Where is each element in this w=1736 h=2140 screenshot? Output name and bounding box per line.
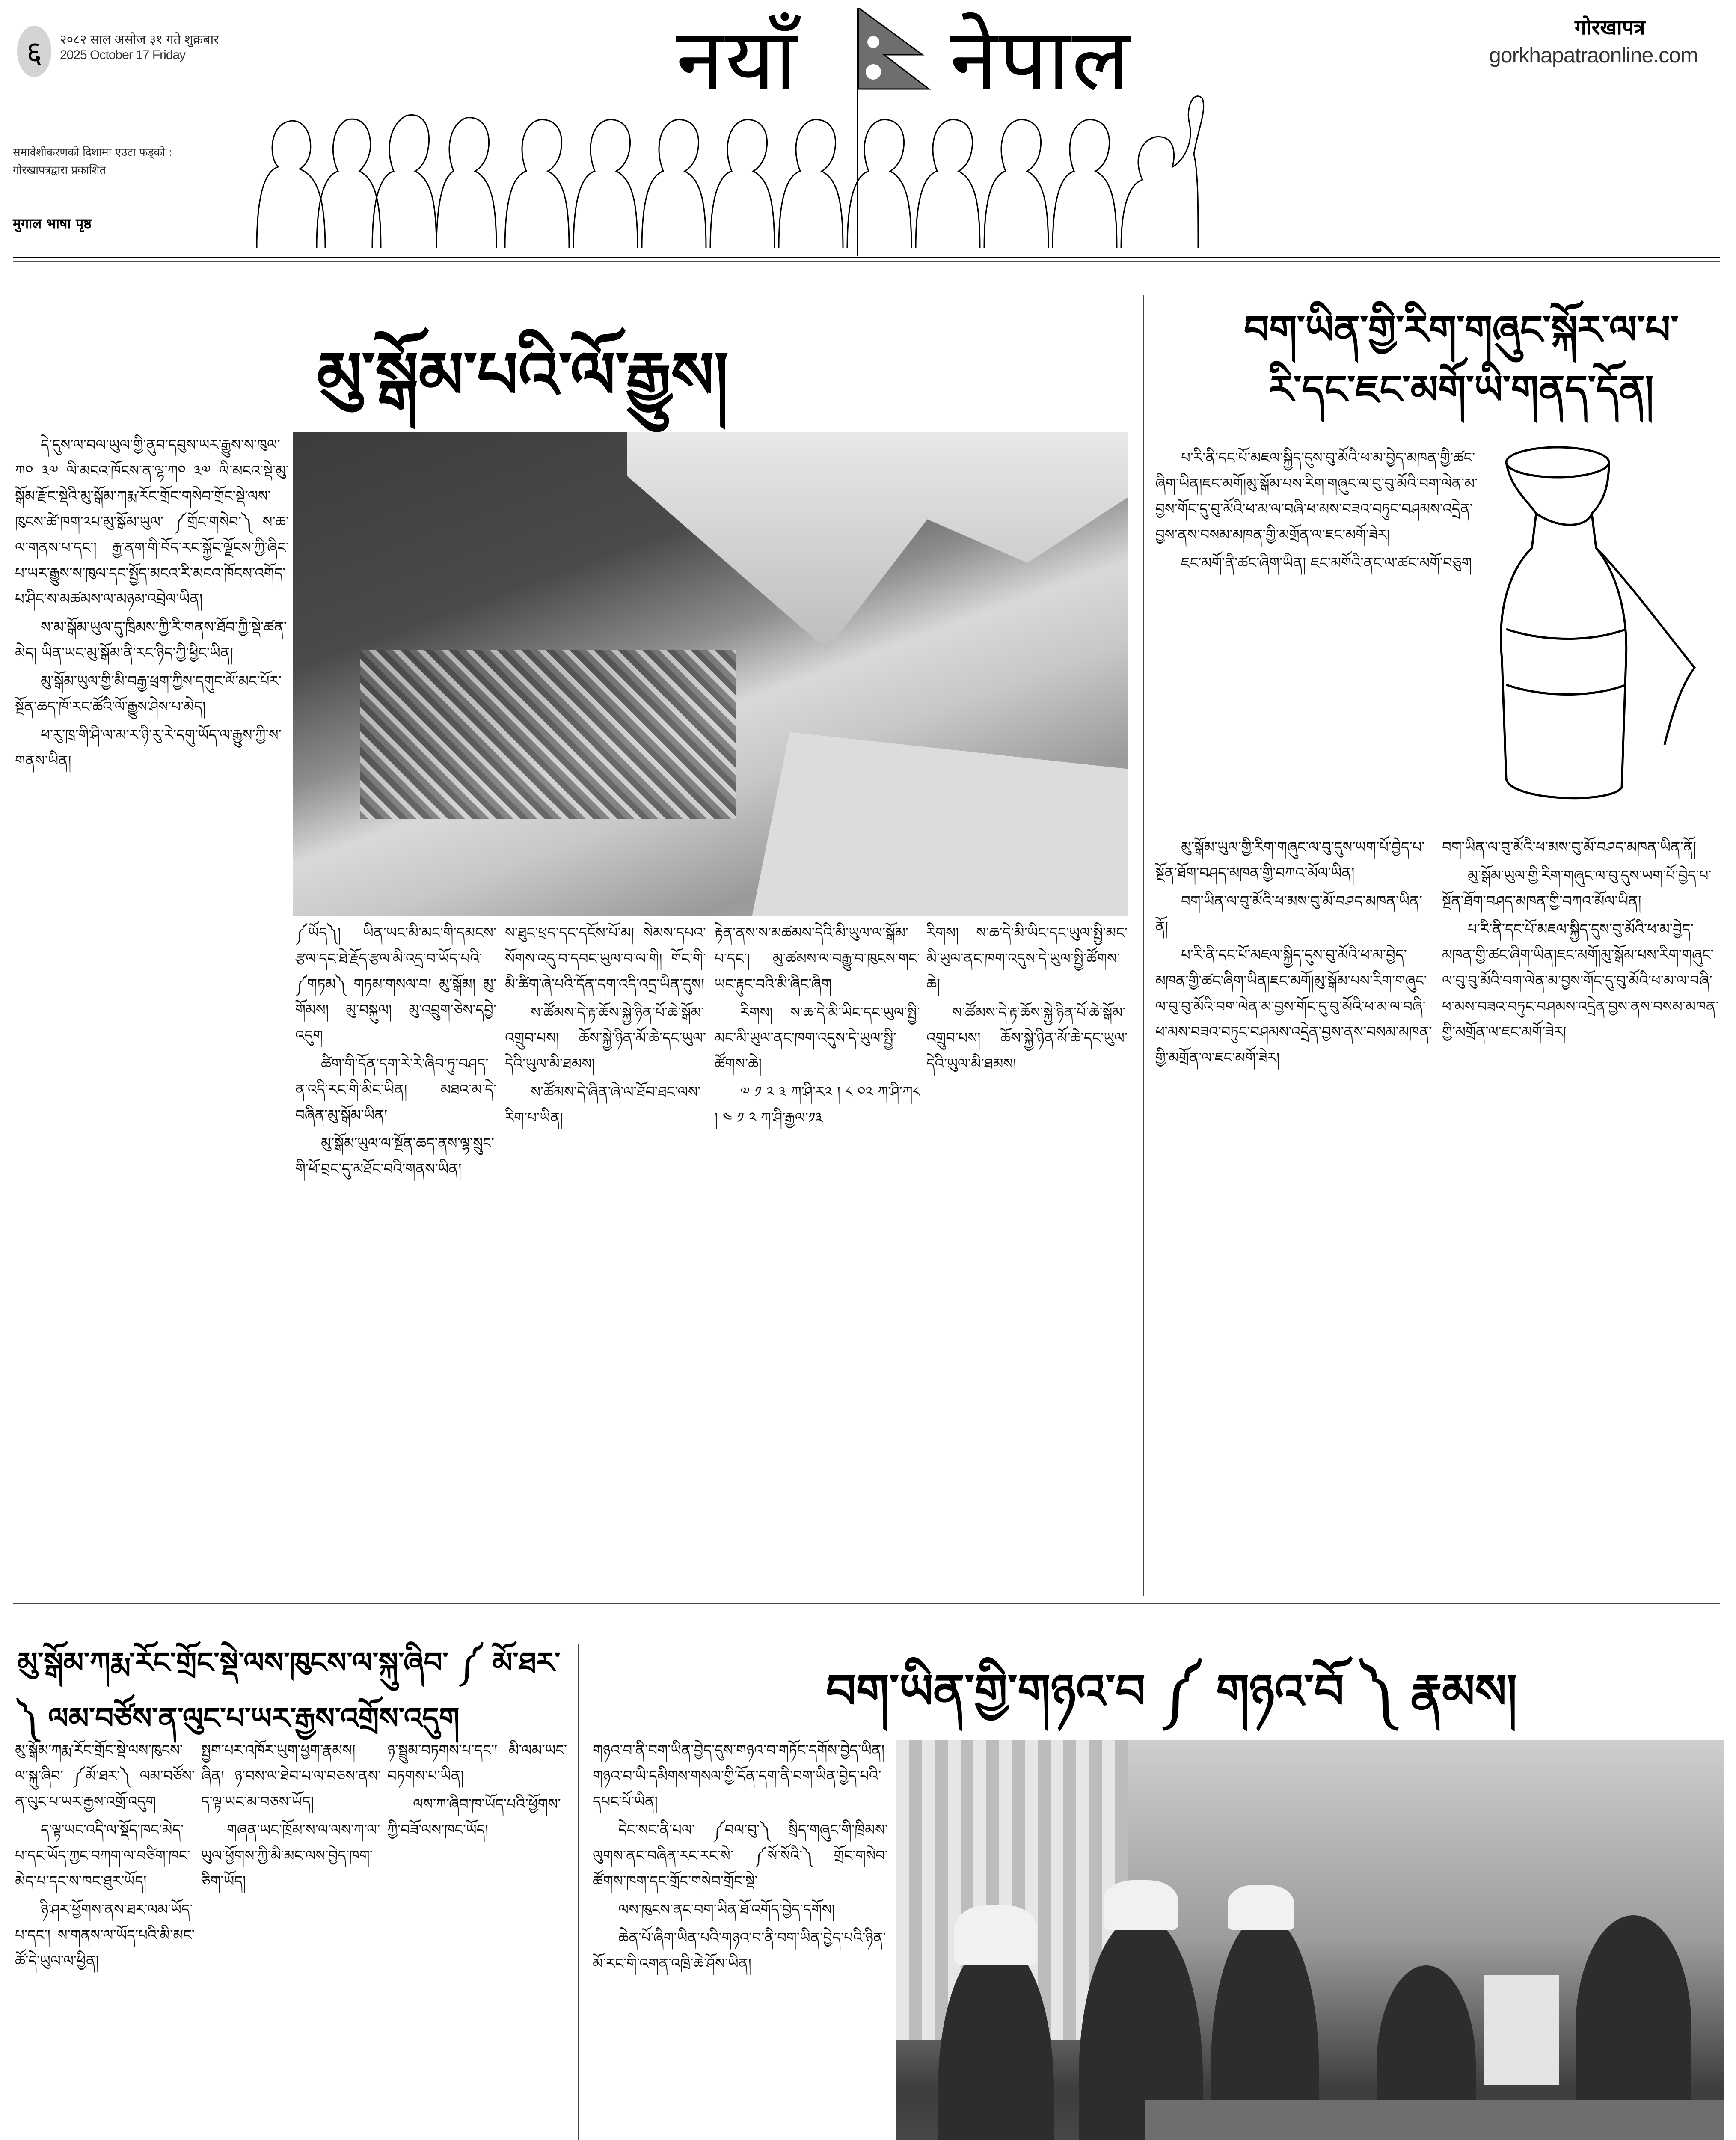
paragraph: ༼ཡོད༽། ཡིན་ཡང་མི་མང་གི་དམངས་རྩལ་དང་ཐེ་རྗོད་རྩལ་མི་འདྲ་བ་ཡོད་པའི་༼གཏམ༽ གཏམ་གསལ་བ། མུ་སྒོམ། མུ་གོམས། མུ་བསྐུལ། མུ་འབྲུག་ཅེས་དབྱེ་འདུག xyxy=(295,924,496,1044)
right-headline-line-2: རི་དང་ཇང་མགོ་ཡི་གནད་དོན། xyxy=(1269,366,1654,413)
paragraph: ཆེན་པོ་ཞིག་ཡིན་པའི་གཉའ་བ་ནི་བག་ཡིན་བྱེད་པའི་ཉིན་མོ་རང་གི་འགན་འཁྲི་ཆེ་ཤོས་ཡིན། xyxy=(593,1929,886,1972)
page-number-badge xyxy=(17,26,51,77)
paragraph: མུ་སྒོམ་ཡུལ་ལ་སྔོན་ཆད་ནས་ལྷ་སྲུང་གི་ཕོ་བྲང་དུ་མཐོང་བའི་གནས་ཡིན། xyxy=(295,1135,494,1178)
right-headline-line-1: བག་ཡིན་གྱི་རིག་གཞུང་སྐོར་ལ་པ་ xyxy=(1243,306,1679,353)
main-article-column-3 xyxy=(505,920,706,1588)
paragraph: པ་རི་ནི་དང་པོ་མཇལ་སྐྱིད་དུས་བུ་མོའི་ཕ་མ་བྱེད་མཁན་གྱི་ཚང་ཞིག་ཡིན།ཇང་མགོ།མུ་སྒོམ་པས་རིག་གཞུང་ལ་བུ་བུ་མོའི་བག་ལེན་མ་བྱས་གོང་དུ་བུ་མོའི་ཕ་མ་ལ་བཞི་ཕ་མས་བཟའ་བཏུང་བཤམས་འདྲེན་བྱས་ནས་བསམ་མཁན་གྱི་མགྲོན་ལ་ཇང་མགོ་ཟེར། xyxy=(1155,947,1432,1067)
masthead-rule-top xyxy=(13,257,1720,258)
paragraph: དེ་དུས་ལ་བལ་ཡུལ་གྱི་ནུབ་དབུས་ཡར་རྒྱུས་ས་ཁུལ་ཀ༠ ༣༧ ལི་མངའ་ཁོངས་ན་ལྷ་ཀ༠ ༣༧ ལི་མངའ་སྡེ་མུ་སྒོམ་རྫོང་སྡེའི་མུ་སྒོམ་ཀརྨ་རོང་གྲོང་གསེབ་གྲོང་སྡེ་ལས་ཁུངས་ཚེ་ཁག་༢པ་མུ་སྒོམ་ཡུལ་ ༼གྲོང་གསེབ་༽ ས་ཆ་ལ་གནས་པ་དང་། རྒྱ་ནག་གི་བོད་རང་སྐྱོང་ལྗོངས་ཀྱི་ཞིང་པ་ཡར་རྒྱུས་ས་ཁུལ་དང་སྤྱོད་མངའ་རི་མངའ་ཁོངས་འགོད་པ་ཤིང་ས་མཚམས་ལ་མཉམ་འབྲེལ་ཡིན། xyxy=(15,437,289,608)
date-nepali: २०८२ साल असोज ३१ गते शुक्रबार xyxy=(60,33,219,47)
paragraph: ས་ཚོམས་དེ་རྟ་ཆོས་སྐྱེ་ཉིན་པོ་ཆེ་སྒོམ་འགྲུབ་པས། ཆོས་སྐྱེ་ཉིན་མོ་ཆེ་དང་ཡུལ་དེའི་ཡུལ་མི་ཐམས། xyxy=(505,1004,706,1073)
paragraph: སྤྱག་པར་འཁོར་ཡུག་ཕྱག་རྣམས། ཞིན། ཉ་བས་ལ་ཐེབ་པ་ལ་བཅས་ནས་ད་ལྟ་ཡང་མ་བཅས་ཡོད། xyxy=(201,1742,381,1810)
people-lineart-illustration xyxy=(240,86,1224,248)
paragraph: རིགས། ས་ཆ་དེ་མི་ཡིང་དང་ཡུལ་སྤྱི་མང་མི་ཡུལ་ནང་ཁག་འདུས་དེ་ཡུལ་སྤྱི་ཚོགས་ཆེ། xyxy=(715,1004,920,1073)
paragraph: ས་ཚོམས་དེ་རྟ་ཆོས་སྐྱེ་ཉིན་པོ་ཆེ་སྒོམ་འགྲུབ་པས། ཆོས་སྐྱེ་ཉིན་མོ་ཆེ་དང་ཡུལ་དེའི་ཡུལ་མི་ཐམས། xyxy=(926,1004,1128,1073)
paragraph: མུ་སྒོམ་ཀརྨ་རོང་གྲོང་སྡེ་ལས་ཁུངས་ལ་སྐུ་ཞིབ་ ༼མོ་ཐར་༽ ལམ་བཙོས་ན་ལུང་པ་ཡར་རྒྱས་འགྲོ་འདུག xyxy=(15,1742,195,1810)
paragraph: ས་མ་སྒོམ་ཡུལ་དུ་ཁྲིམས་ཀྱི་རི་གནས་ཐོབ་ཀྱི་སྡེ་ཚན་མེད། ཡིན་ཡང་མུ་སྒོམ་ནི་རང་ཉིད་ཀྱི་ཕྱིང་ཡིན། xyxy=(15,619,287,662)
right-article-column-1-upper xyxy=(1155,445,1481,830)
paragraph: ལས་ཀ་ཞིབ་ཁ་ཡོད་པའི་ཕྱོགས་ཀྱི་བཟོ་ལས་ཁང་ཡོད། xyxy=(387,1796,561,1839)
section-label: मुगाल भाषा पृष्ठ xyxy=(13,215,92,232)
bottom-left-column-2 xyxy=(201,1738,381,2140)
date-english: 2025 October 17 Friday xyxy=(60,48,186,62)
masthead-title-right: नेपाल xyxy=(950,10,1132,110)
paragraph: ཉི་ཤར་ཕྱོགས་ནས་ཐར་ལམ་ཡོད་པ་དང་། ས་གནས་ལ་ཡོད་པའི་མི་མང་ཚོ་དེ་ཡུལ་ལ་ཕྱིན། xyxy=(15,1901,195,1970)
paragraph: ཇང་མགོ་ནི་ཚང་ཞིག་ཡིན། ཇང་མགོའི་ནང་ལ་ཚང་མགོ་བཅུག xyxy=(1181,555,1472,572)
main-article-headline[interactable]: མུ་སྒོམ་པའི་ལོ་རྒྱུས། xyxy=(317,338,729,413)
brand-url-link[interactable]: gorkhapatraonline.com xyxy=(1489,43,1698,67)
jangmgo-vessel-sketch xyxy=(1481,445,1729,813)
tagline xyxy=(13,143,252,179)
paragraph: ཉ་སྦྲུམ་བཏགས་པ་དང་། མི་ལམ་ཡང་བཏགས་པ་ཡིན། xyxy=(387,1742,567,1785)
paragraph: པ་རི་ནི་དང་པོ་མཇལ་སྐྱིད་དུས་བུ་མོའི་ཕ་མ་བྱེད་མཁན་གྱི་ཚང་ཞིག་ཡིན།ཇང་མགོ།མུ་སྒོམ་པས་རིག་གཞུང་ལ་བུ་བུ་མོའི་བག་ལེན་མ་བྱས་གོང་དུ་བུ་མོའི་ཕ་མ་ལ་བཞི་ཕ་མས་བཟའ་བཏུང་བཤམས་འདྲེན་བྱས་ནས་བསམ་མཁན་གྱི་མགྲོན་ལ་ཇང་མགོ་ཟེར། xyxy=(1442,921,1719,1041)
paragraph: གཉའ་བ་ནི་བག་ཡིན་བྱེད་དུས་གཉའ་བ་གཏོང་དགོས་བྱེད་ཡིན།གཉའ་བ་ཡི་དམིགས་གསལ་གྱི་དོན་དག་ནི་བག་ཡིན་བྱེད་པའི་དཔང་པོ་ཡིན། xyxy=(593,1742,885,1810)
paragraph: རྟེན་ནས་ས་མཚམས་དེའི་མི་ཡུལ་ལ་སྒོམ་པ་དང་། མུ་ཚམས་ལ་བརྒྱུ་བ་ཁུངས་གང་ཡང་རྟུང་བའི་མི་ཞིང་ཞིག xyxy=(715,924,920,993)
paragraph: ད་ལྟ་ཡང་འདི་ལ་སྡོད་ཁང་མེད་པ་དང་ཡོད་ཀྱང་བཀག་ལ་བཙིག་ཁང་མེད་པ་དང་ས་ཁང་ཐུར་ཡོད། xyxy=(15,1822,190,1890)
masthead-title-left: नयाँ xyxy=(676,10,799,110)
paragraph: བག་ཡིན་ལ་བུ་མོའི་ཕ་མས་བུ་མོ་བཤད་མཁན་ཡིན་ནོ། xyxy=(1155,893,1422,936)
main-article-column-4 xyxy=(715,920,920,1588)
page-number: ६ xyxy=(26,34,42,70)
paragraph: པ་རི་ནི་དང་པོ་མཇལ་སྐྱིད་དུས་བུ་མོའི་ཕ་མ་བྱེད་མཁན་གྱི་ཚང་ཞིག་ཡིན།ཇང་མགོ།མུ་སྒོམ་པས་རིག་གཞུང་ལ་བུ་བུ་མོའི་བག་ལེན་མ་བྱས་གོང་དུ་བུ་མོའི་ཕ་མ་ལ་བཞི་ཕ་མས་བཟའ་བཏུང་བཤམས་འདྲེན་བྱས་ནས་བསམ་མཁན་གྱི་མགྲོན་ལ་ཇང་མགོ་ཟེར། xyxy=(1155,449,1478,544)
tagline-line-2: गोरखापत्रद्वारा प्रकाशित xyxy=(13,164,106,177)
paragraph: རིགས། ས་ཆ་དེ་མི་ཡིང་དང་ཡུལ་སྤྱི་མང་མི་ཡུལ་ནང་ཁག་འདུས་དེ་ཡུལ་སྤྱི་ཚོགས་ཆེ། xyxy=(926,924,1128,993)
photo-village xyxy=(360,650,736,820)
main-article-column-2 xyxy=(295,920,496,1588)
photo-river xyxy=(752,732,1128,916)
paragraph: ༧ ༡ ༢ ༣ ཀ་ཤི་ར༢ ། ༨ ༠༢ ཀ་ཤི་ཀ༨ ། ༤ ༡ ༢ ཀ་ཤི་རྒྱལ་༡༣ xyxy=(715,1084,920,1126)
paragraph: ཚིག་གི་དོན་དག་རེ་རེ་ཞིབ་ཏུ་བཤད་ན་འདི་རང་གི་མིང་ཡིན། མཐའ་མ་དེ་བཞིན་མུ་སྒོམ་ཡིན། xyxy=(295,1055,496,1124)
photo-hat xyxy=(1104,1880,1178,1930)
right-article-headline[interactable] xyxy=(1190,300,1733,419)
column-divider-top xyxy=(1143,295,1144,1596)
paragraph: ས་ཐུང་ཕྲད་དང་དངོས་པོ་མ། སེམས་དཔའ་སོགས་འདུ་བ་དབང་ཡུལ་བ་ལ་གི། གོང་གི་མི་ཚིག་ཞེ་པའི་དོན་དག་འདི་འདྲ་ཡིན་དུས། xyxy=(505,924,706,993)
photo-table xyxy=(1145,2100,1725,2140)
photo-box xyxy=(1484,1975,1559,2085)
masthead-rule-mid xyxy=(13,261,1720,262)
bottom-right-column-1 xyxy=(593,1738,888,2140)
paragraph: ས་ཚོམས་དེ་ཞིན་ཞེ་ལ་ཐོབ་ཐང་ལས་རིག་པ་ཡིན། xyxy=(505,1084,701,1126)
valley-village-photo xyxy=(293,432,1128,916)
column-divider-bottom xyxy=(578,1644,579,2140)
photo-hat xyxy=(1228,1885,1294,1930)
bottom-left-article-headline[interactable]: མུ་སྒོམ་ཀརྨ་རོང་གྲོང་སྡེ་ལས་ཁུངས་ལ་སྐུ་ཞིབ་ ༼ མོ་ཐར་ ༽ ལམ་བཙོས་ན་ལུང་པ་ཡར་རྒྱས་འགྲོས་འདུག xyxy=(17,1646,561,1736)
paragraph: གཞན་ཡང་ཁྲོམ་ས་ལ་ལས་ཀ་ལ་ཡུལ་ཕྱོགས་ཀྱི་མི་མང་ལས་བྱེད་ཁག་ཅིག་ཡོད། xyxy=(201,1822,380,1890)
main-article-column-1 xyxy=(15,432,289,1588)
main-article-column-5 xyxy=(926,920,1128,1588)
photo-sky xyxy=(627,432,1128,650)
photo-hat xyxy=(954,1905,1037,1965)
paragraph: མུ་སྒོམ་ཡུལ་གྱི་མི་བརྒྱ་ཕྲག་ཀྱིས་དགུང་ལོ་མང་པོར་སྔོན་ཆད་ཁོ་རང་ཚོའི་ལོ་རྒྱུས་ཤེས་པ་མེད། xyxy=(15,673,282,716)
section-divider xyxy=(13,1603,1720,1604)
paragraph: དེང་སང་ནི་པལ་ ༼བལ་བུ་༽ སྲིད་གཞུང་གི་ཁྲིམས་ལུགས་ནང་བཞིན་རང་རང་སེ་ ༼སོ་སོའི་༽ གྲོང་གསེབ་ཚོགས་ཁག་དང་གྲོང་གསེབ་གྲོང་སྡེ་ xyxy=(593,1822,888,1890)
bottom-left-column-1 xyxy=(15,1738,195,2140)
paragraph: མུ་སྒོམ་ཡུལ་གྱི་རིག་གཞུང་ལ་བུ་དུས་ཡག་པོ་བྱེད་པ་སྔོན་ཐོག་བཤད་མཁན་གྱི་བཀའ་མོལ་ཡིན། xyxy=(1155,839,1425,882)
paragraph: མུ་སྒོམ་ཡུལ་གྱི་རིག་གཞུང་ལ་བུ་དུས་ཡག་པོ་བྱེད་པ་སྔོན་ཐོག་བཤད་མཁན་གྱི་བཀའ་མོལ་ཡིན། xyxy=(1442,867,1712,910)
meeting-group-photo xyxy=(896,1740,1724,2140)
brand-name: गोरखापत्र xyxy=(1575,15,1645,39)
paragraph: ལས་ཁུངས་ནང་བག་ཡིན་ཐོ་འགོད་བྱེད་དགོས། xyxy=(618,1901,835,1918)
paragraph: བག་ཡིན་ལ་བུ་མོའི་ཕ་མས་བུ་མོ་བཤད་མཁན་ཡིན་ནོ། xyxy=(1442,839,1696,856)
nepal-flag-icon xyxy=(858,8,931,93)
bottom-right-article-headline[interactable]: བག་ཡིན་གྱི་གཉའ་བ ༼ གཉའ་བོ ༽ རྣམས། xyxy=(826,1664,1517,1719)
tagline-line-1: समावेशीकरणको दिशामा एउटा फड्को : xyxy=(13,146,173,159)
paragraph: ཕ་རུ་ཁྲ་གི་ཤི་ལ་མ་ར་ཉི་རུ་རེ་དགུ་ཡོད་ལ་རྒྱུས་ཀྱི་ས་གནས་ཡིན། xyxy=(15,727,282,770)
bottom-left-column-3 xyxy=(387,1738,567,2140)
right-article-column-1 xyxy=(1155,835,1433,1588)
right-article-column-2 xyxy=(1442,835,1724,1588)
crowd-figures xyxy=(257,96,1204,248)
